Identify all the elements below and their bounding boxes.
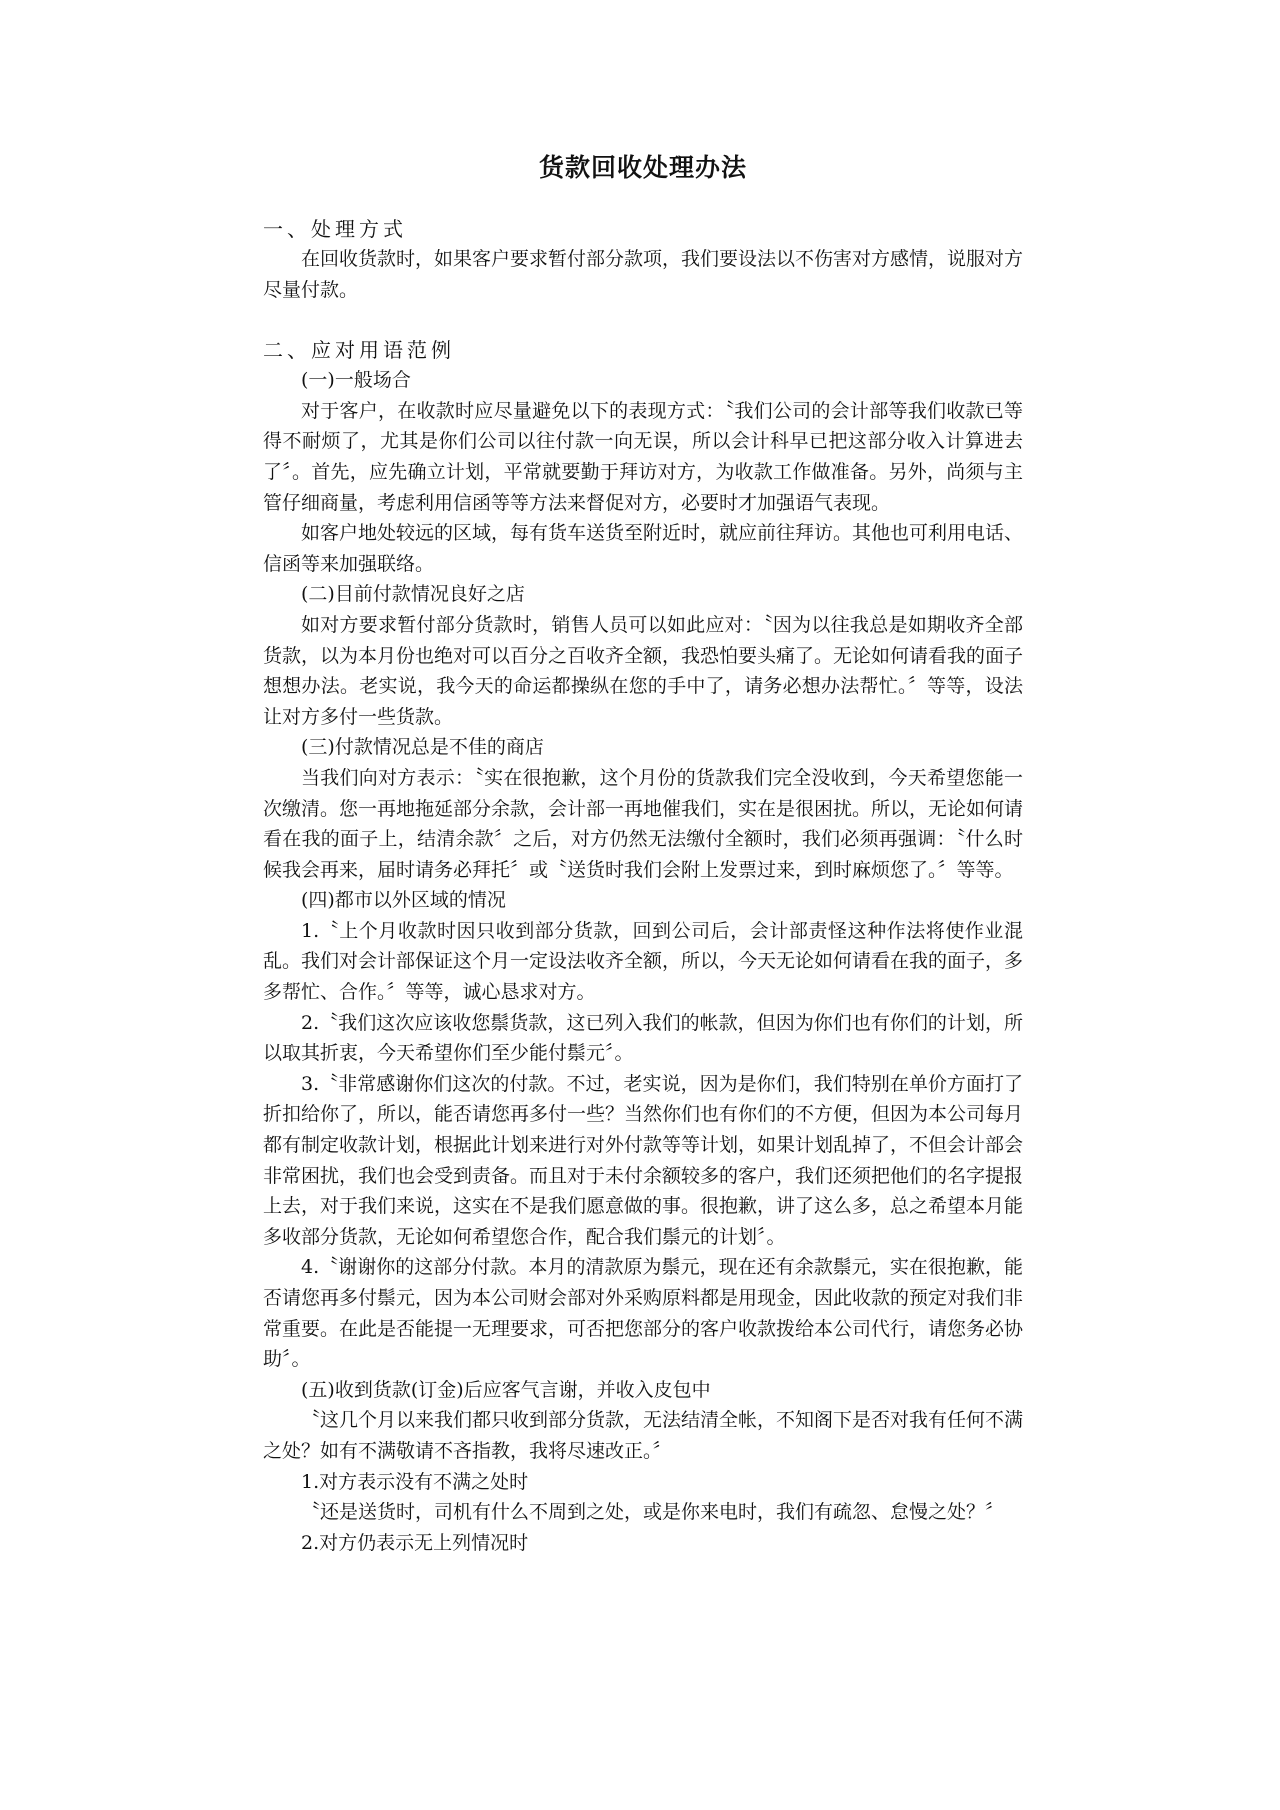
list-item: 4.〝谢谢你的这部分付款。本月的清款原为鬃元，现在还有余款鬃元，实在很抱歉，能否请您再多付鬃元，因为本公司财会部对外采购原料都是用现金，因此收款的预定对我们非常重要。在此是否能提一无理要求，可否把您部分的客户收款拨给本公司代行，请您务必协助〞。 <box>263 1256 1024 1371</box>
document-page <box>263 148 1023 1558</box>
subheading-general: (一)一般场合 <box>301 369 411 392</box>
paragraph: 如客户地处较远的区域，每有货车送货至附近时，就应前往拜访。其他也可利用电话、信函等来加强联络。 <box>263 522 1024 575</box>
subheading-after-receipt: (五)收到货款(订金)后应客气言谢，并收入皮包中 <box>301 1378 711 1401</box>
paragraph: 如对方要求暂付部分货款时，销售人员可以如此应对：〝因为以往我总是如期收齐全部货款，以为本月份也绝对可以百分之百收齐全额，我恐怕要头痛了。无论如何请看我的面子想想办法。老实说，我今天的命运都操纵在您的手中了，请务必想办法帮忙。〞等等，设法让对方多付一些货款。 <box>263 613 1024 728</box>
paragraph: 在回收货款时，如果客户要求暂付部分款项，我们要设法以不伤害对方感情，说服对方尽量付款。 <box>263 248 1024 301</box>
paragraph: 对于客户，在收款时应尽量避免以下的表现方式：〝我们公司的会计部等我们收款已等得不耐烦了，尤其是你们公司以往付款一向无误，所以会计科早已把这部分收入计算进去了〞。首先，应先确立计划，平常就要勤于拜访对方，为收款工作做准备。另外，尚须与主管仔细商量，考虑利用信函等等方法来督促对方，必要时才加强语气表现。 <box>263 399 1023 514</box>
spacer <box>263 305 1023 335</box>
paragraph: 〝这几个月以来我们都只收到部分货款，无法结清全帐，不知阁下是否对我有任何不满之处？如有不满敬请不吝指教，我将尽速改正。〞 <box>263 1409 1024 1462</box>
section-heading-2: 二、应对用语范例 <box>263 338 455 363</box>
paragraph: 当我们向对方表示：〝实在很抱歉，这个月份的货款我们完全没收到，今天希望您能一次缴清。您一再地拖延部分余款，会计部一再地催我们，实在是很困扰。所以，无论如何请看在我的面子上，结清余款〞之后，对方仍然无法缴付全额时，我们必须再强调：〝什么时候我会再来，届时请务必拜托〞或〝送货时我们会附上发票过来，到时麻烦您了。〞等等。 <box>263 766 1024 881</box>
document-title: 货款回收处理办法 <box>538 153 747 182</box>
paragraph: 〝还是送货时，司机有什么不周到之处，或是你来电时，我们有疏忽、怠慢之处？〞 <box>301 1501 1005 1524</box>
subheading-bad-payers: (三)付款情况总是不佳的商店 <box>301 736 544 759</box>
list-item: 3.〝非常感谢你们这次的付款。不过，老实说，因为是你们，我们特别在单价方面打了折扣给你了，所以，能否请您再多付一些？当然你们也有你们的不方便，但因为本公司每月都有制定收款计划，根据此计划来进行对外付款等等计划，如果计划乱掉了，不但会计部会非常困扰，我们也会受到责备。而且对于未付余额较多的客户，我们还须把他们的名字提报上去，对于我们来说，这实在不是我们愿意做的事。很抱歉，讲了这么多，总之希望本月能多收部分货款，无论如何希望您合作，配合我们鬃元的计划〞。 <box>263 1072 1024 1248</box>
subheading-still-no-issues: 2.对方仍表示无上列情况时 <box>301 1531 529 1554</box>
subheading-outside-city: (四)都市以外区域的情况 <box>301 889 506 912</box>
list-item: 1.〝上个月收款时因只收到部分货款，回到公司后，会计部责怪这种作法将使作业混乱。我们对会计部保证这个月一定设法收齐全额，所以，今天无论如何请看在我的面子，多多帮忙、合作。〞等等，诚心恳求对方。 <box>263 919 1024 1004</box>
subheading-good-payers: (二)目前付款情况良好之店 <box>301 583 525 606</box>
subheading-no-complaints: 1.对方表示没有不满之处时 <box>301 1470 529 1493</box>
list-item: 2.〝我们这次应该收您鬃货款，这已列入我们的帐款，但因为你们也有你们的计划，所以取其折衷，今天希望你们至少能付鬃元〞。 <box>263 1011 1023 1065</box>
section-heading-1: 一、处理方式 <box>263 217 407 241</box>
